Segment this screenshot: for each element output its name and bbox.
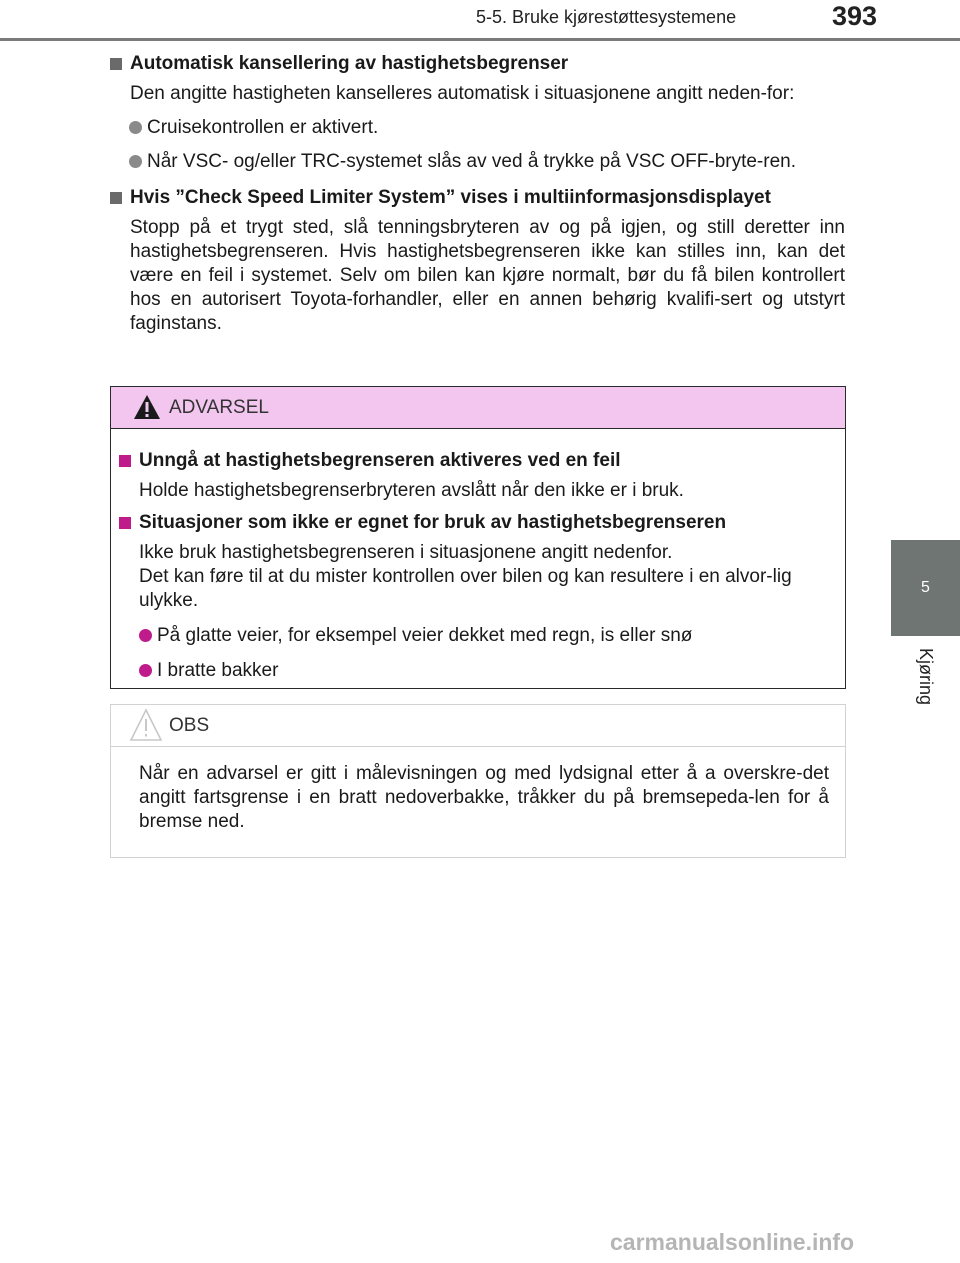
square-bullet-icon — [119, 517, 131, 529]
header-divider — [0, 38, 960, 41]
footer-watermark: carmanualsonline.info — [610, 1229, 855, 1255]
warning-item-text — [139, 541, 833, 613]
list-item-text: På glatte veier, for eksempel veier dekket med regn, is eller snø — [157, 625, 693, 646]
caution-triangle-icon — [129, 708, 163, 742]
warning-triangle-icon — [133, 394, 161, 420]
chapter-tab-label — [891, 636, 960, 751]
list-item — [110, 116, 845, 140]
round-bullet-icon — [139, 664, 152, 677]
warning-item-heading-text: Unngå at hastighetsbegrenseren aktiveres ved en feil — [139, 450, 621, 471]
round-bullet-icon — [139, 629, 152, 642]
warning-body — [111, 429, 845, 683]
section-paragraph: Stopp på et trygt sted, slå tenningsbryteren av og på igjen, og still deretter inn hastighetsbegrenseren. Hvis hastighetsbegrenseren ikke kan stilles inn, kan det være en feil i systemet. Selv om bilen kan kjøre normalt, bør du få bilen kontrollert hos en autorisert Toyota-forhandler, eller en annen behørig kvalifi-sert og utstyrt faginstans. — [130, 217, 845, 334]
list-item-text: Når VSC- og/eller TRC-systemet slås av ved å trykke på VSC OFF-bryte-ren. — [147, 151, 796, 172]
list-item — [119, 624, 833, 648]
warning-item-text: Holde hastighetsbegrenserbryteren avslått når den ikke er i bruk. — [139, 480, 684, 501]
notice-text: Når en advarsel er gitt i målevisningen og med lydsignal etter å a overskre-det angitt fartsgrense i en bratt nedoverbakke, tråkker du på bremsepeda-len for å bremse ned. — [139, 763, 829, 832]
chapter-label-text: Kjøring — [916, 648, 936, 706]
section-paragraph: Den angitte hastigheten kanselleres automatisk i situasjonene angitt neden-for: — [130, 83, 795, 104]
section-heading — [110, 52, 845, 76]
square-bullet-icon — [110, 58, 122, 70]
section-heading-text: Hvis ”Check Speed Limiter System” vises i multiinformasjonsdisplayet — [130, 187, 771, 208]
notice-title: OBS — [169, 715, 210, 736]
chapter-tab-number: 5 — [891, 540, 960, 636]
list-item — [110, 150, 845, 174]
warning-item-heading-text: Situasjoner som ikke er egnet for bruk av hastighetsbegrenseren — [139, 512, 727, 533]
warning-title: ADVARSEL — [169, 397, 269, 418]
warning-item-heading — [119, 449, 833, 473]
square-bullet-icon — [110, 192, 122, 204]
round-bullet-icon — [129, 155, 142, 168]
square-bullet-icon — [119, 455, 131, 467]
section-heading-text: Automatisk kansellering av hastighetsbegrenser — [130, 53, 569, 74]
warning-header — [111, 387, 845, 429]
warning-text-line: Det kan føre til at du mister kontrollen over bilen og kan resultere i en alvor-lig ulykke. — [139, 566, 792, 611]
main-content — [110, 50, 845, 336]
warning-text-line: Ikke bruk hastighetsbegrenseren i situasjonene angitt nedenfor. — [139, 542, 673, 563]
round-bullet-icon — [129, 121, 142, 134]
page-number: 393 — [832, 1, 878, 31]
section-heading — [110, 186, 845, 210]
notice-box — [110, 704, 846, 858]
notice-header — [111, 705, 845, 747]
warning-box — [110, 386, 846, 689]
warning-item-heading — [119, 511, 833, 535]
section-title: 5-5. Bruke kjørestøttesystemene — [476, 7, 737, 27]
page-header — [0, 0, 960, 42]
list-item-text: Cruisekontrollen er aktivert. — [147, 117, 379, 138]
list-item-text: I bratte bakker — [157, 660, 279, 681]
list-item — [119, 659, 833, 683]
